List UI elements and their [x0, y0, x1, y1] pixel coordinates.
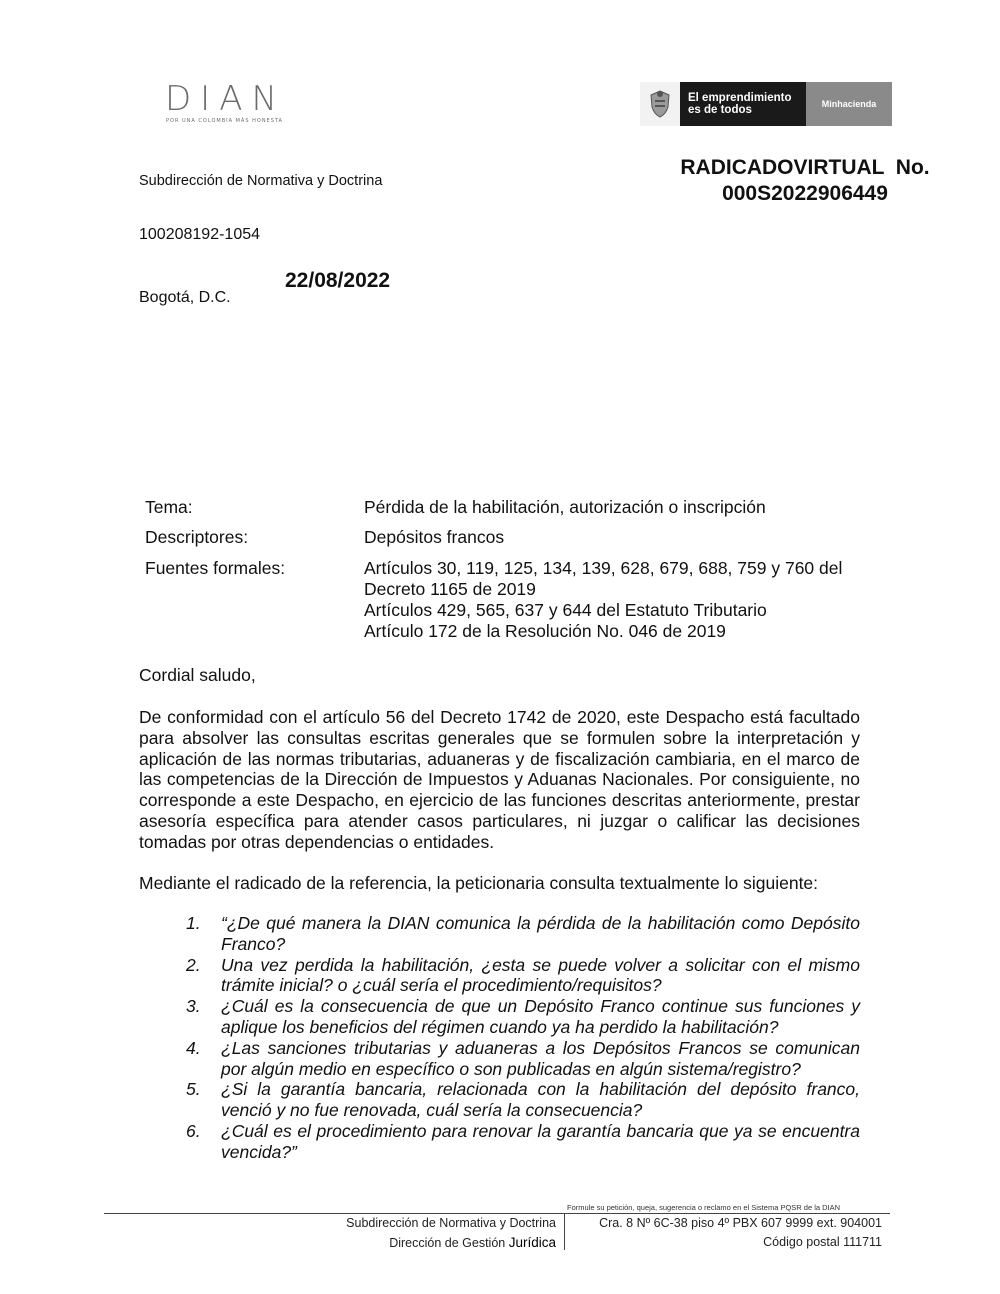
- question-text: ¿Cuál es el procedimiento para renovar la garantía bancaria que ya se encuentra vencida?”: [221, 1120, 860, 1162]
- greeting: Cordial saludo,: [139, 665, 256, 685]
- list-item: [186, 955, 860, 997]
- question-number: 2.: [186, 954, 201, 975]
- coat-of-arms-icon: [640, 82, 680, 126]
- intro-paragraph: De conformidad con el artículo 56 del Decreto 1742 de 2020, este Despacho está facultado para absolver las consultas escritas generales que se formulen sobre la interpretación y aplicación de las normas tributarias, aduaneras y de fiscalización cambiaria, en el marco de las competencias de la Dirección de Impuestos y Aduanas Nacionales. Por consiguiente, no corresponde a este Despacho, en ejercicio de las funciones descritas anteriormente, prestar asesoría específica para atender casos particulares, ni juzgar o calificar las decisiones tomadas por otras dependencias o entidades.: [139, 707, 860, 852]
- question-text: Una vez perdida la habilitación, ¿esta se puede volver a solicitar con el mismo trámite inicial? o ¿cuál sería el procedimiento/requisitos?: [221, 954, 860, 996]
- footer-department: Subdirección de Normativa y Doctrina: [346, 1216, 556, 1230]
- fuentes-value: [364, 558, 842, 642]
- question-number: 4.: [186, 1037, 201, 1058]
- footer-divider-line: [104, 1213, 890, 1214]
- dian-logo-text: DIAN: [165, 79, 286, 119]
- question-number: 5.: [186, 1079, 201, 1100]
- list-item: [186, 1079, 860, 1121]
- footer-directorate-prefix: Dirección de Gestión: [389, 1236, 509, 1250]
- list-item: [186, 1038, 860, 1080]
- question-number: 6.: [186, 1120, 201, 1141]
- government-slogan: [680, 82, 806, 126]
- pqrs-note: Formule su petición, queja, sugerencia o reclamo en el Sistema PQSR de la DIAN: [567, 1203, 841, 1212]
- government-banner: [640, 82, 892, 126]
- footer-directorate-emphasis: Jurídica: [508, 1235, 556, 1250]
- list-item: [186, 996, 860, 1038]
- city: Bogotá, D.C.: [139, 289, 231, 306]
- ministry-label: Minhacienda: [806, 82, 892, 126]
- question-text: “¿De qué manera la DIAN comunica la pérdida de la habilitación como Depósito Franco?: [221, 913, 860, 954]
- radicado-number: [660, 155, 950, 207]
- fuentes-line: Decreto 1165 de 2019: [364, 579, 536, 599]
- footer-postal-code: Código postal 111711: [763, 1235, 882, 1249]
- list-item: [186, 1121, 860, 1163]
- descriptores-label: Descriptores:: [145, 527, 249, 547]
- footer-address: Cra. 8 Nº 6C-38 piso 4º PBX 607 9999 ext. 904001: [599, 1216, 882, 1230]
- list-item: [186, 913, 860, 955]
- radicado-line2: 000S2022906449: [722, 182, 888, 205]
- request-paragraph: Mediante el radicado de la referencia, la peticionaria consulta textualmente lo siguiente:: [139, 873, 819, 893]
- department-heading: Subdirección de Normativa y Doctrina: [139, 173, 383, 189]
- reference-number: 100208192-1054: [139, 226, 261, 243]
- footer-vertical-divider: [564, 1214, 565, 1250]
- question-number: 1.: [186, 913, 201, 933]
- fuentes-line: Artículo 172 de la Resolución No. 046 de 2019: [364, 621, 726, 641]
- fuentes-label: Fuentes formales:: [145, 558, 286, 578]
- footer-directorate: [250, 1235, 556, 1250]
- question-text: ¿Las sanciones tributarias y aduaneras a los Depósitos Francos se comunican por algún medio en específico o son publicadas en algún sistema/registro?: [221, 1037, 860, 1079]
- government-slogan-line1: El emprendimiento: [688, 92, 792, 104]
- government-slogan-line2: es de todos: [688, 104, 752, 116]
- tema-value: Pérdida de la habilitación, autorización o inscripción: [364, 497, 766, 517]
- question-text: ¿Cuál es la consecuencia de que un Depósito Franco continue sus funciones y aplique los beneficios del régimen cuando ya ha perdido la habilitación?: [221, 996, 860, 1037]
- document-date: 22/08/2022: [285, 269, 391, 292]
- question-text: ¿Si la garantía bancaria, relacionada con la habilitación del depósito franco, venció y no fue renovada, cuál sería la consecuencia?: [221, 1079, 860, 1121]
- fuentes-line: Artículos 429, 565, 637 y 644 del Estatuto Tributario: [364, 600, 767, 620]
- question-number: 3.: [186, 996, 201, 1017]
- tema-label: Tema:: [145, 497, 193, 517]
- radicado-line1: RADICADOVIRTUAL No.: [680, 156, 930, 179]
- fuentes-line: Artículos 30, 119, 125, 134, 139, 628, 679, 688, 759 y 760 del: [364, 558, 843, 578]
- question-list: [186, 913, 860, 1163]
- dian-logo-tagline: POR UNA COLOMBIA MÁS HONESTA: [166, 118, 283, 124]
- descriptores-value: Depósitos francos: [364, 527, 505, 547]
- dian-logo: [165, 79, 325, 132]
